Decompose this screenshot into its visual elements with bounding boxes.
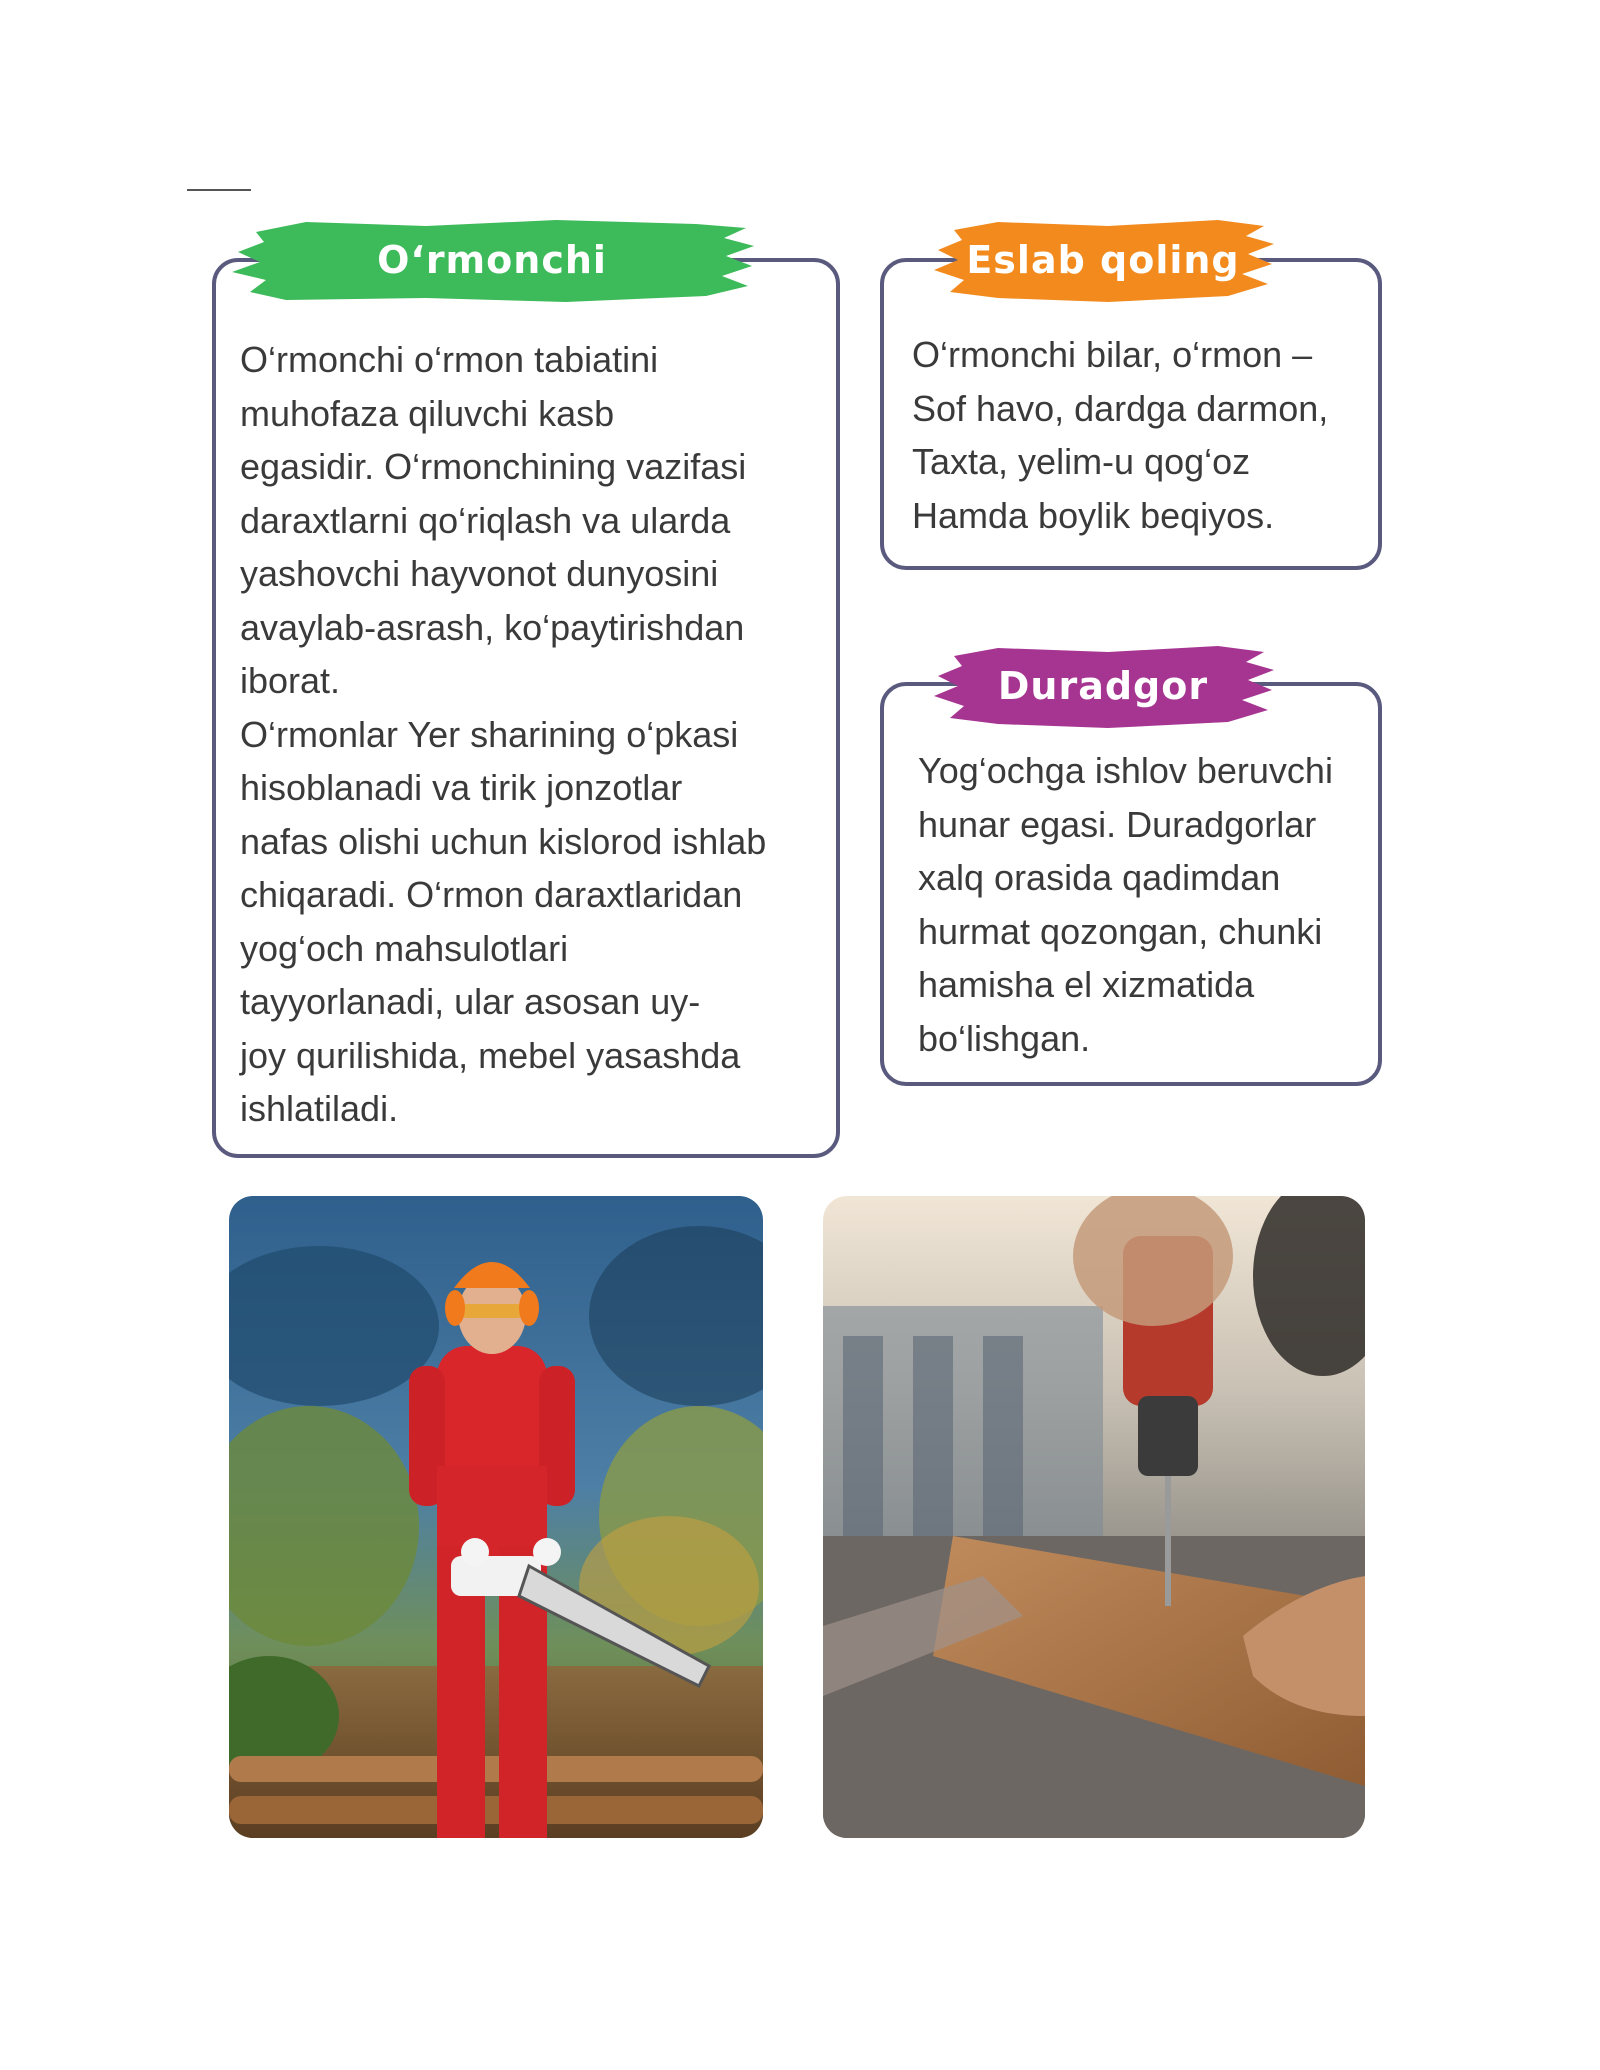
duradgor-title: Duradgor (997, 664, 1209, 708)
carpenter-photo (823, 1196, 1365, 1838)
forester-photo (229, 1196, 763, 1838)
ormonchi-title: O‘rmonchi (377, 238, 607, 282)
eslab-qoling-title: Eslab qoling (966, 238, 1240, 282)
ormonchi-banner (226, 214, 758, 306)
eslab-qoling-banner (928, 214, 1278, 306)
eslab-qoling-text: O‘rmonchi bilar, o‘rmon – Sof havo, dardga darmon, Taxta, yelim-u qog‘oz Hamda boylik beqiyos. (912, 334, 1329, 536)
top-rule (187, 189, 251, 191)
duradgor-text: Yog‘ochga ishlov beruvchi hunar egasi. Duradgorlar xalq orasida qadimdan hurmat qozongan, chunki hamisha el xizmatida bo‘lishgan. (918, 750, 1333, 1059)
duradgor-banner (928, 640, 1278, 732)
ormonchi-text: O‘rmonchi o‘rmon tabiatini muhofaza qiluvchi kasb egasidir. O‘rmonchining vazifasi daraxtlarni qo‘riqlash va ularda yashovchi hayvonot dunyosini avaylab-asrash, ko‘paytirishdan iborat. O‘rmonlar Yer sharining o‘pkasi hisoblanadi va tirik jonzotlar nafas olishi uchun kislorod ishlab chiqaradi. O‘rmon daraxtlaridan yog‘och mahsulotlari tayyorlanadi, ular asosan uy- joy qurilishida, mebel yasashda ishlatiladi. (240, 339, 767, 1129)
